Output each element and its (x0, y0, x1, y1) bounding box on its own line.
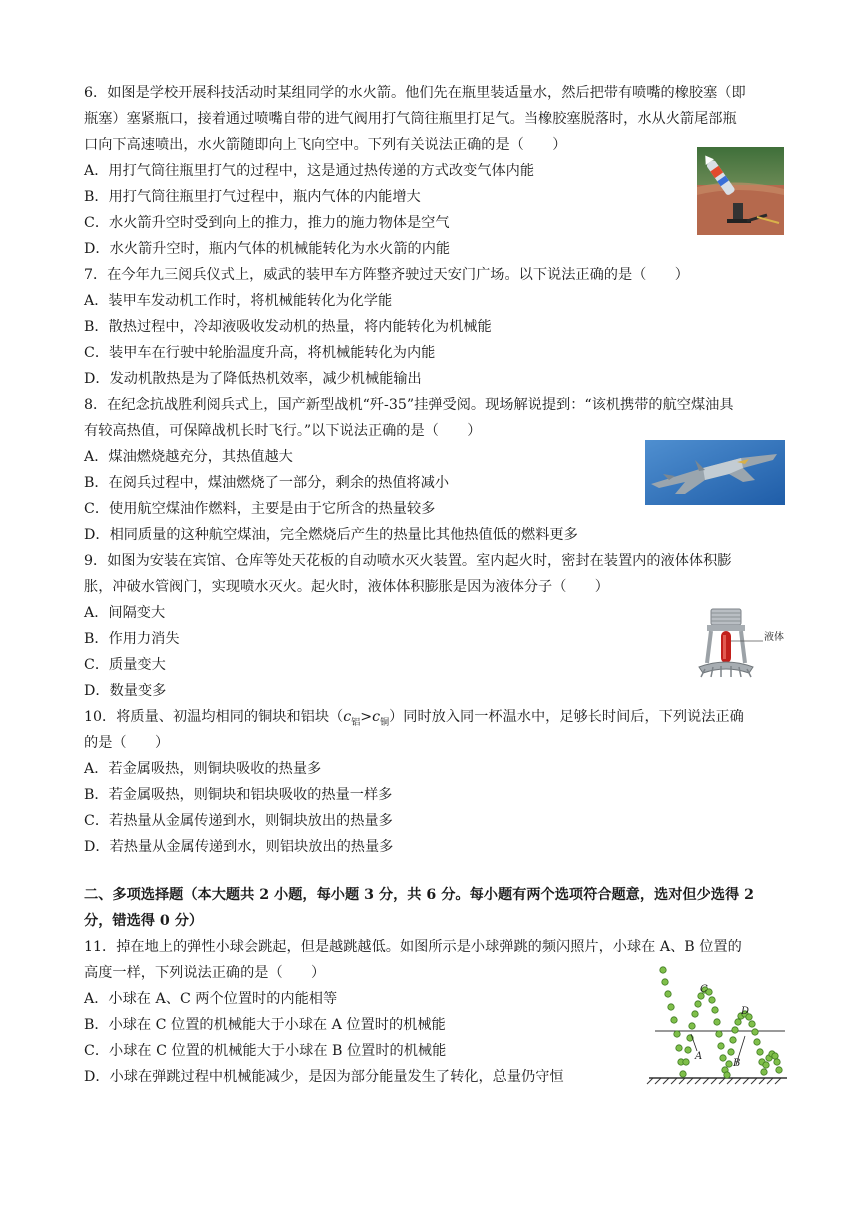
strobe-ball (692, 1011, 698, 1017)
strobe-ball (671, 1017, 677, 1023)
label-b: B (733, 1058, 741, 1069)
strobe-ball (683, 1059, 689, 1065)
strobe-ball (712, 1007, 718, 1013)
strobe-ball (716, 1031, 722, 1037)
q8-option-a: A．煤油燃烧越充分，其热值越大 (84, 449, 293, 465)
q7-option-b: B．散热过程中，冷却液吸收发动机的热量，将内能转化为机械能 (84, 319, 492, 335)
bouncing-ball-svg (645, 962, 790, 1086)
strobe-ball (662, 979, 668, 985)
q6-option-d: D．水火箭升空时，瓶内气体的机械能转化为水火箭的内能 (84, 241, 451, 257)
q9-stem-line1: 9．如图为安装在宾馆、仓库等处天花板的自动喷水灭火装置。室内起火时，密封在装置内的液体体积膨 (84, 553, 732, 569)
strobe-ball (752, 1029, 758, 1035)
q10-option-c: C．若热量从金属传递到水，则铜块放出的热量多 (84, 813, 393, 829)
q9-option-a: A．间隔变大 (84, 605, 166, 621)
strobe-ball (685, 1047, 691, 1053)
q11-stem-line2: 高度一样，下列说法正确的是（ ） (84, 965, 326, 981)
strobe-ball (695, 1001, 701, 1007)
q11-option-a: A．小球在 A、C 两个位置时的内能相等 (84, 991, 338, 1007)
label-c: C (700, 984, 708, 995)
strobe-ball (718, 1043, 724, 1049)
strobe-ball (668, 1004, 674, 1010)
strobe-ball (757, 1049, 763, 1055)
q11-stem-line1: 11．掉在地上的弹性小球会跳起，但是越跳越低。如图所示是小球弹跳的频闪照片，小球在 A、B 位置的 (84, 939, 742, 955)
q10-option-a: A．若金属吸热，则铜块吸收的热量多 (84, 761, 322, 777)
q9-option-b: B．作用力消失 (84, 631, 180, 647)
strobe-ball (714, 1019, 720, 1025)
strobe-ball (726, 1061, 732, 1067)
q6-stem-line3: 口向下高速喷出，水火箭随即向上飞向空中。下列有关说法正确的是（ ） (84, 137, 567, 153)
water-rocket-photo (697, 147, 784, 235)
q9-option-d: D．数量变多 (84, 683, 167, 699)
q8-stem-line1: 8．在纪念抗战胜利阅兵式上，国产新型战机“歼-35”挂弹受阅。现场解说提到：“该机携带的航空煤油具 (84, 397, 734, 413)
strobe-ball (761, 1069, 767, 1075)
specific-heat-symbol: c (343, 709, 352, 725)
strobe-ball (728, 1049, 734, 1055)
strobe-ball (660, 967, 666, 973)
strobe-ball (730, 1037, 736, 1043)
q9-option-c: C．质量变大 (84, 657, 166, 673)
strobe-ball (724, 1072, 730, 1078)
strobe-ball (720, 1055, 726, 1061)
aluminum-subscript: 铝 (351, 717, 361, 728)
ground-hatching (647, 1078, 781, 1084)
strobe-ball (763, 1062, 769, 1068)
sprinkler-figure (697, 607, 792, 680)
q7-option-a: A．装甲车发动机工作时，将机械能转化为化学能 (84, 293, 393, 309)
q11-option-d: D．小球在弹跳过程中机械能减少，是因为部分能量发生了转化，总量仍守恒 (84, 1069, 564, 1085)
q8-stem-line2: 有较高热值，可保障战机长时飞行。”以下说法正确的是（ ） (84, 423, 482, 439)
strobe-ball (772, 1053, 778, 1059)
greater-than-sign: > (360, 709, 373, 725)
q8-option-c: C．使用航空煤油作燃料，主要是由于它所含的热量较多 (84, 501, 436, 517)
q10-option-b: B．若金属吸热，则铜块和铝块吸收的热量一样多 (84, 787, 393, 803)
specific-heat-symbol-2: c (372, 709, 381, 725)
q9-stem-line2: 胀，冲破水管阀门，实现喷水灭火。起火时，液体体积膨胀是因为液体分子（ ） (84, 579, 609, 595)
copper-subscript: 铜 (380, 717, 390, 728)
strobe-ball (732, 1027, 738, 1033)
fighter-jet-photo (645, 440, 785, 505)
strobe-ball (754, 1039, 760, 1045)
liquid-label: 液体 (764, 632, 784, 643)
q10-option-d: D．若热量从金属传递到水，则铝块放出的热量多 (84, 839, 394, 855)
section2-heading-line1: 二、多项选择题（本大题共 2 小题，每小题 3 分，共 6 分。每小题有两个选项符合题意，选对但少选得 2 (84, 887, 754, 903)
q7-option-d: D．发动机散热是为了降低热机效率，减少机械能输出 (84, 371, 422, 387)
strobe-ball (665, 991, 671, 997)
q10-stem-line2: 的是（ ） (84, 735, 170, 751)
q6-stem-line1: 6．如图是学校开展科技活动时某组同学的水火箭。他们先在瓶里装适量水，然后把带有喷嘴的橡胶塞（即 (84, 85, 746, 101)
q7-stem: 7．在今年九三阅兵仪式上，威武的装甲车方阵整齐驶过天安门广场。以下说法正确的是（ ） (84, 267, 689, 283)
strobe-ball (749, 1021, 755, 1027)
q6-option-a: A．用打气筒往瓶里打气的过程中，这是通过热传递的方式改变气体内能 (84, 163, 535, 179)
q8-option-d: D．相同质量的这种航空煤油，完全燃烧后产生的热量比其他热值低的燃料更多 (84, 527, 578, 543)
q6-option-b: B．用打气筒往瓶里打气过程中，瓶内气体的内能增大 (84, 189, 421, 205)
strobe-ball (776, 1067, 782, 1073)
strobe-ball (680, 1071, 686, 1077)
strobe-ball (735, 1019, 741, 1025)
strobe-ball (676, 1045, 682, 1051)
label-a: A (695, 1051, 703, 1062)
strobe-ball (774, 1059, 780, 1065)
q11-option-b: B．小球在 C 位置的机械能大于小球在 A 位置时的机械能 (84, 1017, 446, 1033)
bouncing-ball-figure (645, 962, 790, 1086)
q10-stem-pre: 10．将质量、初温均相同的铜块和铝块（ (84, 709, 344, 725)
strobe-ball (674, 1031, 680, 1037)
section2-heading-line2: 分，错选得 0 分） (84, 913, 204, 929)
q7-option-c: C．装甲车在行驶中轮胎温度升高，将机械能转化为内能 (84, 345, 436, 361)
ball-positions (660, 967, 782, 1078)
q11-option-c: C．小球在 C 位置的机械能大于小球在 B 位置时的机械能 (84, 1043, 447, 1059)
q6-option-c: C．水火箭升空时受到向上的推力，推力的施力物体是空气 (84, 215, 450, 231)
q6-stem-line2: 瓶塞）塞紧瓶口，接着通过喷嘴自带的进气阀用打气筒往瓶里打足气。当橡胶塞脱落时，水从火箭尾部瓶 (84, 111, 737, 127)
q10-stem-post: ）同时放入同一杯温水中，足够长时间后，下列说法正确 (389, 709, 744, 725)
label-d: D (741, 1006, 750, 1017)
q8-option-b: B．在阅兵过程中，煤油燃烧了一部分，剩余的热值将减小 (84, 475, 450, 491)
strobe-ball (689, 1023, 695, 1029)
strobe-ball (709, 997, 715, 1003)
